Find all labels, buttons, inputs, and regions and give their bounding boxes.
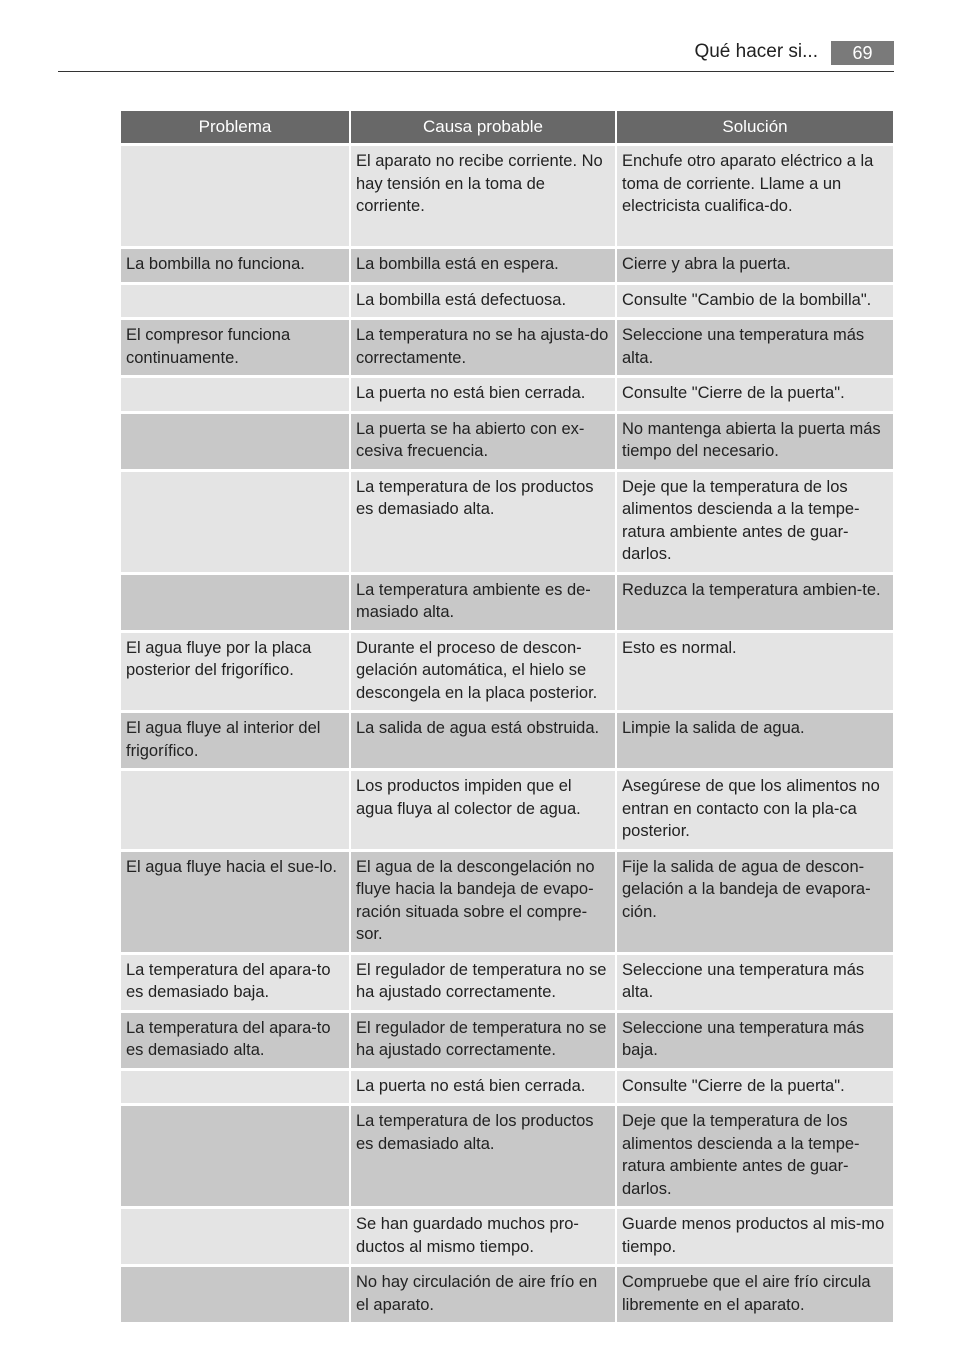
- problem-cell: El agua fluye por la placa posterior del frigorífico.: [121, 633, 349, 711]
- solution-cell: Seleccione una temperatura más alta.: [617, 955, 893, 1010]
- problem-cell: [121, 472, 349, 572]
- cause-cell: Se han guardado muchos pro-ductos al mismo tiempo.: [351, 1209, 615, 1264]
- table-row: [121, 1106, 893, 1206]
- table-body: [121, 146, 893, 1322]
- table-row: [121, 771, 893, 849]
- problem-cell: La temperatura del apara-to es demasiado baja.: [121, 955, 349, 1010]
- cause-cell: Durante el proceso de descon-gelación automática, el hielo se descongela en la placa posterior.: [351, 633, 615, 711]
- problem-cell: La temperatura del apara-to es demasiado alta.: [121, 1013, 349, 1068]
- cause-cell: La temperatura ambiente es de-masiado alta.: [351, 575, 615, 630]
- problem-cell: [121, 1071, 349, 1104]
- solution-cell: Compruebe que el aire frío circula libremente en el aparato.: [617, 1267, 893, 1322]
- problem-cell: El compresor funciona continuamente.: [121, 320, 349, 375]
- cause-cell: Los productos impiden que el agua fluya al colector de agua.: [351, 771, 615, 849]
- table-row: [121, 249, 893, 282]
- table-row: [121, 320, 893, 375]
- solution-cell: Consulte "Cambio de la bombilla".: [617, 285, 893, 318]
- solution-cell: Seleccione una temperatura más alta.: [617, 320, 893, 375]
- table-row: [121, 852, 893, 952]
- table-row: [121, 146, 893, 246]
- column-header-problem: Problema: [121, 111, 349, 143]
- page-number: 69: [831, 41, 894, 65]
- solution-cell: Asegúrese de que los alimentos no entran en contacto con la pla-ca posterior.: [617, 771, 893, 849]
- problem-cell: [121, 1106, 349, 1206]
- table-row: [121, 1209, 893, 1264]
- problem-cell: [121, 1267, 349, 1322]
- table-row: [121, 1013, 893, 1068]
- solution-cell: Seleccione una temperatura más baja.: [617, 1013, 893, 1068]
- cause-cell: El regulador de temperatura no se ha ajustado correctamente.: [351, 955, 615, 1010]
- cause-cell: La puerta se ha abierto con ex-cesiva frecuencia.: [351, 414, 615, 469]
- table-row: [121, 414, 893, 469]
- cause-cell: La bombilla está defectuosa.: [351, 285, 615, 318]
- table-row: [121, 1267, 893, 1322]
- solution-cell: Consulte "Cierre de la puerta".: [617, 1071, 893, 1104]
- solution-cell: Enchufe otro aparato eléctrico a la toma de corriente. Llame a un electricista cualifica-do.: [617, 146, 893, 246]
- problem-cell: [121, 378, 349, 411]
- column-header-solution: Solución: [617, 111, 893, 143]
- solution-cell: Deje que la temperatura de los alimentos descienda a la tempe-ratura ambiente antes de guar-darlos.: [617, 1106, 893, 1206]
- cause-cell: La temperatura de los productos es demasiado alta.: [351, 1106, 615, 1206]
- cause-cell: No hay circulación de aire frío en el aparato.: [351, 1267, 615, 1322]
- table-row: [121, 575, 893, 630]
- table-row: [121, 285, 893, 318]
- problem-cell: [121, 1209, 349, 1264]
- problem-cell: La bombilla no funciona.: [121, 249, 349, 282]
- table-row: [121, 378, 893, 411]
- table-row: [121, 955, 893, 1010]
- solution-cell: Consulte "Cierre de la puerta".: [617, 378, 893, 411]
- cause-cell: La temperatura no se ha ajusta-do correctamente.: [351, 320, 615, 375]
- table-row: [121, 1071, 893, 1104]
- cause-cell: La salida de agua está obstruida.: [351, 713, 615, 768]
- solution-cell: Guarde menos productos al mis-mo tiempo.: [617, 1209, 893, 1264]
- problem-cell: [121, 285, 349, 318]
- table-header-row: [121, 111, 893, 143]
- solution-cell: Esto es normal.: [617, 633, 893, 711]
- problem-cell: El agua fluye hacia el sue-lo.: [121, 852, 349, 952]
- solution-cell: No mantenga abierta la puerta más tiempo del necesario.: [617, 414, 893, 469]
- problem-cell: [121, 414, 349, 469]
- solution-cell: Reduzca la temperatura ambien-te.: [617, 575, 893, 630]
- solution-cell: Deje que la temperatura de los alimentos descienda a la tempe-ratura ambiente antes de guar-darlos.: [617, 472, 893, 572]
- problem-cell: [121, 575, 349, 630]
- table-row: [121, 633, 893, 711]
- table-row: [121, 713, 893, 768]
- problem-cell: El agua fluye al interior del frigorífico.: [121, 713, 349, 768]
- cause-cell: La puerta no está bien cerrada.: [351, 378, 615, 411]
- problem-cell: [121, 771, 349, 849]
- solution-cell: Fije la salida de agua de descon-gelación a la bandeja de evapora-ción.: [617, 852, 893, 952]
- cause-cell: El regulador de temperatura no se ha ajustado correctamente.: [351, 1013, 615, 1068]
- solution-cell: Cierre y abra la puerta.: [617, 249, 893, 282]
- table-row: [121, 472, 893, 572]
- troubleshooting-table: [119, 108, 895, 1325]
- cause-cell: La bombilla está en espera.: [351, 249, 615, 282]
- problem-cell: [121, 146, 349, 246]
- page-header: [58, 38, 894, 72]
- section-title: Qué hacer si...: [694, 41, 818, 62]
- solution-cell: Limpie la salida de agua.: [617, 713, 893, 768]
- cause-cell: La temperatura de los productos es demasiado alta.: [351, 472, 615, 572]
- cause-cell: El agua de la descongelación no fluye hacia la bandeja de evapo-ración situada sobre el compre-sor.: [351, 852, 615, 952]
- cause-cell: El aparato no recibe corriente. No hay tensión en la toma de corriente.: [351, 146, 615, 246]
- cause-cell: La puerta no está bien cerrada.: [351, 1071, 615, 1104]
- column-header-cause: Causa probable: [351, 111, 615, 143]
